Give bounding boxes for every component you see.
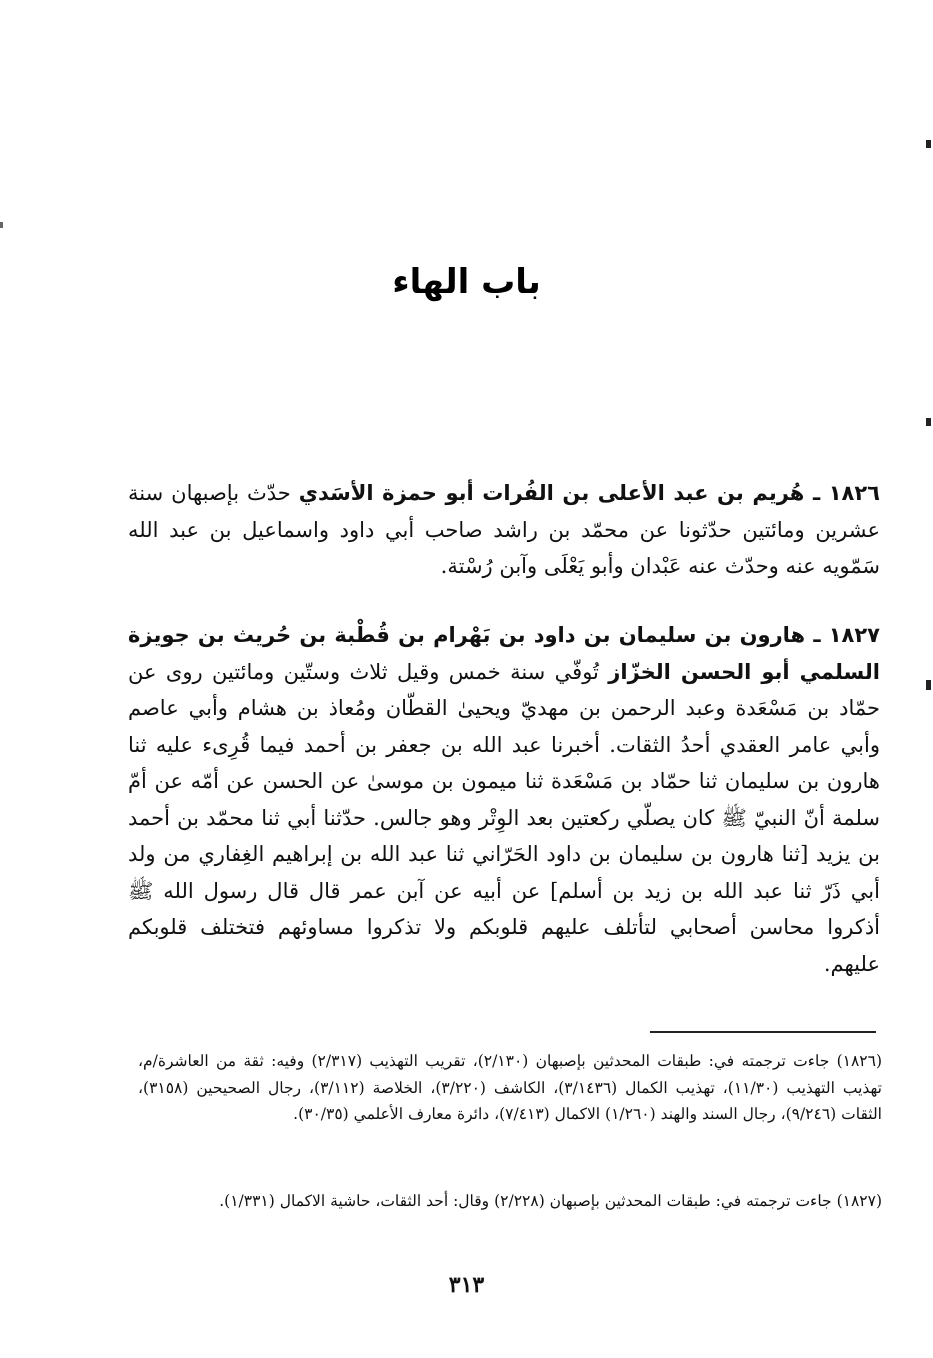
footnote-1826: (١٨٢٦) جاءت ترجمته في: طبقات المحدثين بإصبهان (٢/١٣٠)، تقريب التهذيب (٢/٣١٧) وفيه: ثقة من العاشرة/م، تهذيب التهذيب (١١/٣٠)، تهذيب الكمال (٣/١٤٣٦)، الكاشف (٣/٢٢٠)، الخلاصة (٣/١١٢)، رجال الصحيحين (٣١٥٨)، الثقات (٩/٢٤٦)، رجال السند والهند (١/٢٦٠) الاكمال (٧/٤١٣)، دائرة معارف الأعلمي (٣٠/٣٥).	[138, 1052, 883, 1123]
entry-heading: ١٨٢٧ ـ هارون بن سليمان بن داود بن بَهْرام بن قُطْبة بن حُريث بن جويزة السلمي أبو الحسن الخزّاز	[128, 623, 880, 684]
scan-edge-mark	[926, 680, 931, 690]
entry-body: حدّث بإصبهان سنة عشرين ومائتين حدّثونا عن محمّد بن راشد صاحب أبي داود واسماعيل بن عبد الله سَمّويه عنه وحدّث عنه عَبْدان وأبو يَعْلَى وآبن رُسْتة.	[128, 481, 880, 578]
scan-edge-mark	[0, 222, 3, 228]
footnote-1827: (١٨٢٧) جاءت ترجمته في: طبقات المحدثين بإصبهان (٢/٢٢٨) وقال: أحد الثقات، حاشية الاكمال (١/٣٣١).	[219, 1192, 882, 1210]
entry-1826	[128, 475, 880, 585]
entry-body: تُوفّي سنة خمس وقيل ثلاث وستّين ومائتين روى عن حمّاد بن مَسْعَدة وعبد الرحمن بن مهديّ ويحيىٰ القطّان ومُعاذ بن هشام وأبي عاصم وأبي عامر العقدي أحدُ الثقات. أخبرنا عبد الله بن جعفر بن أحمد فيما قُرِىء عليه ثنا هارون بن سليمان ثنا حمّاد بن مَسْعَدة ثنا ميمون بن موسىٰ عن الحسن عن أمّه عن أمّ سلمة أنّ النبيّ ﷺ كان يصلّي ركعتين بعد الوِتْر وهو جالس. حدّثنا أبي ثنا محمّد بن أحمد بن يزيد [ثنا هارون بن سليمان بن داود الحَرّاني ثنا عبد الله بن إبراهيم الغِفاري من ولد أبي ذَرّ ثنا عبد الله بن زيد بن أسلم] عن أبيه عن آبن عمر قال قال رسول الله ﷺ أذكروا محاسن أصحابي لتأتلف عليهم قلوبكم ولا تذكروا مساوئهم فتختلف قلوبكم عليهم.	[128, 659, 880, 976]
scan-edge-mark	[926, 140, 931, 148]
page-number: ٣١٣	[448, 1272, 485, 1298]
entry-heading: ١٨٢٦ ـ هُريم بن عبد الأعلى بن الفُرات أبو حمزة الأسَدي	[298, 481, 880, 505]
entry-1827	[128, 617, 880, 982]
scan-edge-mark	[926, 418, 931, 426]
footnote-separator	[650, 1031, 876, 1033]
chapter-title: باب الهاء	[392, 262, 541, 302]
